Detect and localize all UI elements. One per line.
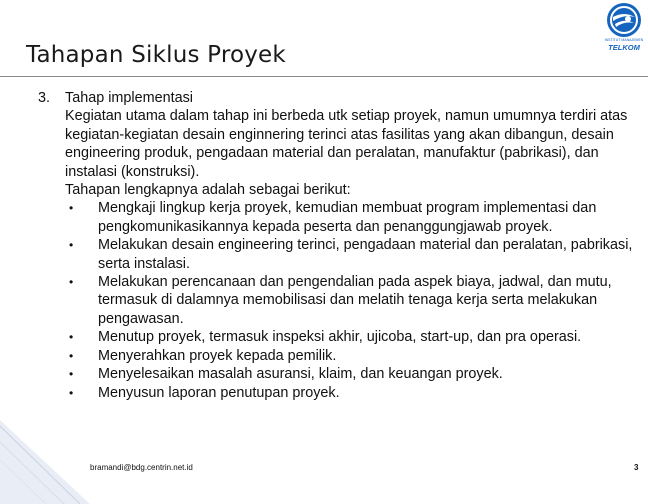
list-item bbox=[65, 236, 638, 273]
list-item bbox=[65, 273, 638, 328]
bullet-icon: • bbox=[69, 348, 74, 363]
title-divider bbox=[0, 76, 648, 77]
list-item bbox=[65, 347, 638, 365]
bullet-icon: • bbox=[69, 330, 74, 345]
item-intro: Tahapan lengkapnya adalah sebagai berikut: bbox=[65, 182, 351, 199]
bullet-icon: • bbox=[69, 201, 74, 216]
list-item bbox=[65, 384, 638, 402]
numbered-item bbox=[38, 89, 638, 402]
bullet-text: Mengkaji lingkup kerja proyek, kemudian membuat program implementasi dan pengkomunikasikannya kepada peserta dan penanggungjawab proyek. bbox=[98, 200, 597, 235]
telkom-logo bbox=[604, 2, 644, 56]
item-heading: Tahap implementasi bbox=[65, 90, 193, 106]
bullet-text: Menyerahkan proyek kepada pemilik. bbox=[98, 347, 337, 364]
slide-title: Tahapan Siklus Proyek bbox=[26, 42, 286, 68]
telkom-emblem-icon bbox=[606, 2, 642, 38]
bullet-icon: • bbox=[69, 275, 74, 290]
bullet-icon: • bbox=[69, 385, 74, 400]
bullet-text: Menutup proyek, termasuk inspeksi akhir, ujicoba, start-up, dan pra operasi. bbox=[98, 329, 582, 346]
bullet-icon: • bbox=[69, 367, 74, 382]
bullet-icon: • bbox=[69, 238, 74, 253]
logo-subtitle: INSTITUT MANAJEMEN bbox=[604, 38, 644, 42]
bullet-list bbox=[65, 199, 638, 401]
page-number: 3 bbox=[634, 463, 639, 472]
bullet-text: Menyelesaikan masalah asuransi, klaim, dan keuangan proyek. bbox=[98, 366, 503, 383]
list-item bbox=[65, 199, 638, 236]
bullet-text: Melakukan perencanaan dan pengendalian pada aspek biaya, jadwal, dan mutu, termasuk di dalamnya memobilisasi dan melatih tenaga kerja serta melakukan pengawasan. bbox=[98, 274, 612, 327]
list-item bbox=[65, 328, 638, 346]
item-number: 3. bbox=[38, 90, 51, 106]
bullet-text: Melakukan desain engineering terinci, pengadaan material dan peralatan, pabrikasi, serta instalasi. bbox=[98, 237, 633, 272]
item-paragraph: Kegiatan utama dalam tahap ini berbeda utk setiap proyek, namun umumnya terdiri atas kegiatan-kegiatan desain enginnering terinci atas fasilitas yang akan dibangun, desain engineering produk, pengadaan material dan peralatan, manufaktur (pabrikasi), dan instalasi (konstruksi). bbox=[65, 108, 628, 180]
list-item bbox=[65, 365, 638, 383]
footer-email: bramandi@bdg.centrin.net.id bbox=[90, 463, 193, 472]
logo-brand: TELKOM bbox=[608, 43, 640, 52]
slide-content bbox=[38, 89, 638, 402]
bullet-text: Menyusun laporan penutupan proyek. bbox=[98, 384, 340, 401]
corner-decoration bbox=[0, 420, 90, 504]
